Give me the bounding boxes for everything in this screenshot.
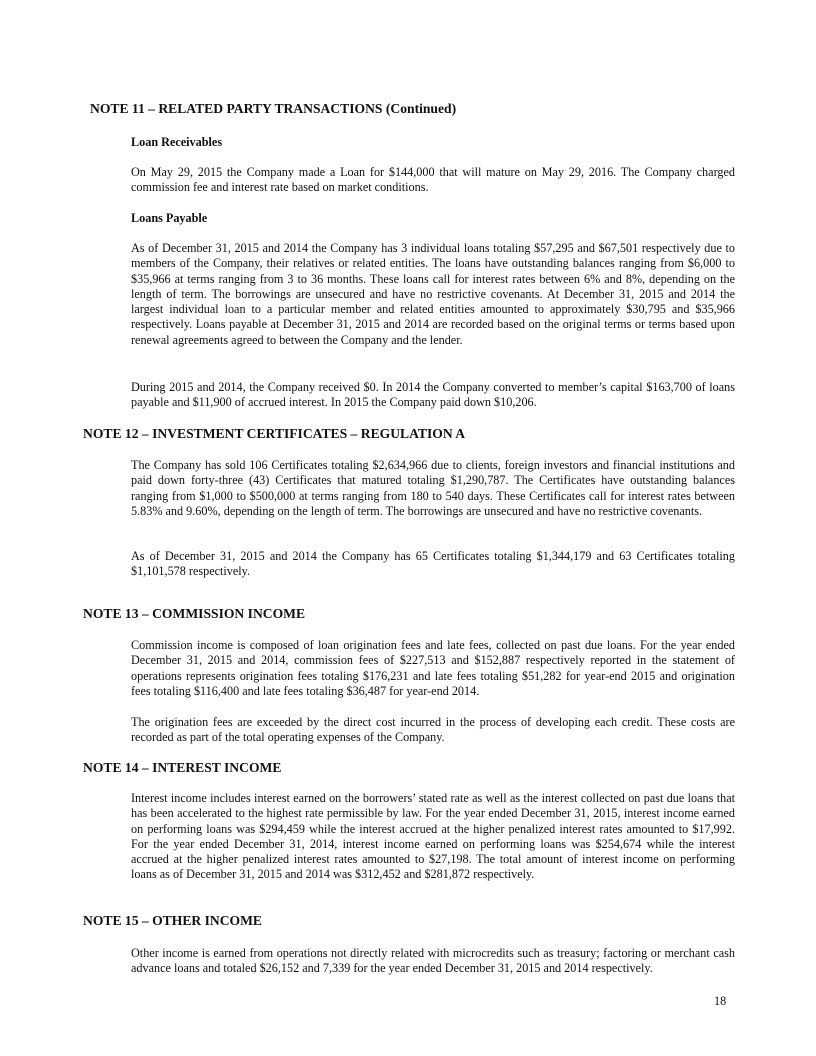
- loan-receivables-title: Loan Receivables: [131, 135, 223, 149]
- note15-text: Other income is earned from operations not directly related with microcredits such as treasury; factoring or merchant cash advance loans and totaled $26,152 and 7,339 for the year ended December 31, 2015 and 2014 respectively.: [131, 946, 735, 976]
- note13-heading: NOTE 13 – COMMISSION INCOME: [83, 606, 306, 621]
- note13-text-1: Commission income is composed of loan origination fees and late fees, collected on past due loans. For the year ended December 31, 2015 and 2014, commission fees of $227,513 and $152,887 respectively reported in the statement of operations represents origination fees totaling $176,231 and late fees totaling $51,282 for year-end 2015 and origination fees totaling $116,400 and late fees totaling $36,487 for year-end 2014.: [131, 638, 735, 698]
- note11-heading: NOTE 11 – RELATED PARTY TRANSACTIONS (Continued): [90, 101, 457, 116]
- note12-heading: NOTE 12 – INVESTMENT CERTIFICATES – REGULATION A: [83, 426, 466, 441]
- note14-text: Interest income includes interest earned on the borrowers’ stated rate as well as the interest collected on past due loans that has been accelerated to the highest rate permissible by law. For the year ended December 31, 2015, interest income earned on performing loans was $294,459 while the interest accrued at the higher penalized interest rates amounted to $17,992. For the year ended December 31, 2014, interest income earned on performing loans was $254,674 while the interest accrued at the higher penalized interest rates amounted to $27,198. The total amount of interest income on performing loans as of December 31, 2015 and 2014 was $312,452 and $281,872 respectively.: [131, 791, 735, 882]
- page-number: 18: [714, 994, 727, 1008]
- note12-text-1: The Company has sold 106 Certificates totaling $2,634,966 due to clients, foreign investors and financial institutions and paid down forty-three (43) Certificates that matured totaling $1,290,787. The Certificates have outstanding balances ranging from $1,000 to $500,000 at terms ranging from 180 to 540 days. These Certificates call for interest rates between 5.83% and 9.60%, depending on the length of term. The borrowings are unsecured and have no restrictive covenants.: [131, 458, 735, 518]
- loans-payable-title: Loans Payable: [131, 211, 208, 225]
- note13-text-2: The origination fees are exceeded by the direct cost incurred in the process of developing each credit. These costs are recorded as part of the total operating expenses of the Company.: [131, 715, 735, 745]
- note14-heading: NOTE 14 – INTEREST INCOME: [83, 760, 282, 775]
- loans-payable-text-1: As of December 31, 2015 and 2014 the Company has 3 individual loans totaling $57,295 and $67,501 respectively due to members of the Company, their relatives or related entities. The loans have outstanding balances ranging from $6,000 to $35,966 at terms ranging from 3 to 36 months. These loans call for interest rates between 6% and 8%, depending on the length of term. The borrowings are unsecured and have no restrictive covenants. At December 31, 2015 and 2014 the largest individual loan to a particular member and related entities amounted to approximately $30,795 and $35,966 respectively. Loans payable at December 31, 2015 and 2014 are recorded based on the original terms or terms based upon renewal agreements agreed to between the Company and the lender.: [131, 241, 735, 347]
- loan-receivables-text: On May 29, 2015 the Company made a Loan for $144,000 that will mature on May 29, 2016. The Company charged commission fee and interest rate based on market conditions.: [131, 165, 735, 195]
- note12-text-2: As of December 31, 2015 and 2014 the Company has 65 Certificates totaling $1,344,179 and 63 Certificates totaling $1,101,578 respectively.: [131, 549, 735, 579]
- note15-heading: NOTE 15 – OTHER INCOME: [83, 913, 263, 928]
- loans-payable-text-2: During 2015 and 2014, the Company received $0. In 2014 the Company converted to member’s capital $163,700 of loans payable and $11,900 of accrued interest. In 2015 the Company paid down $10,206.: [131, 380, 735, 410]
